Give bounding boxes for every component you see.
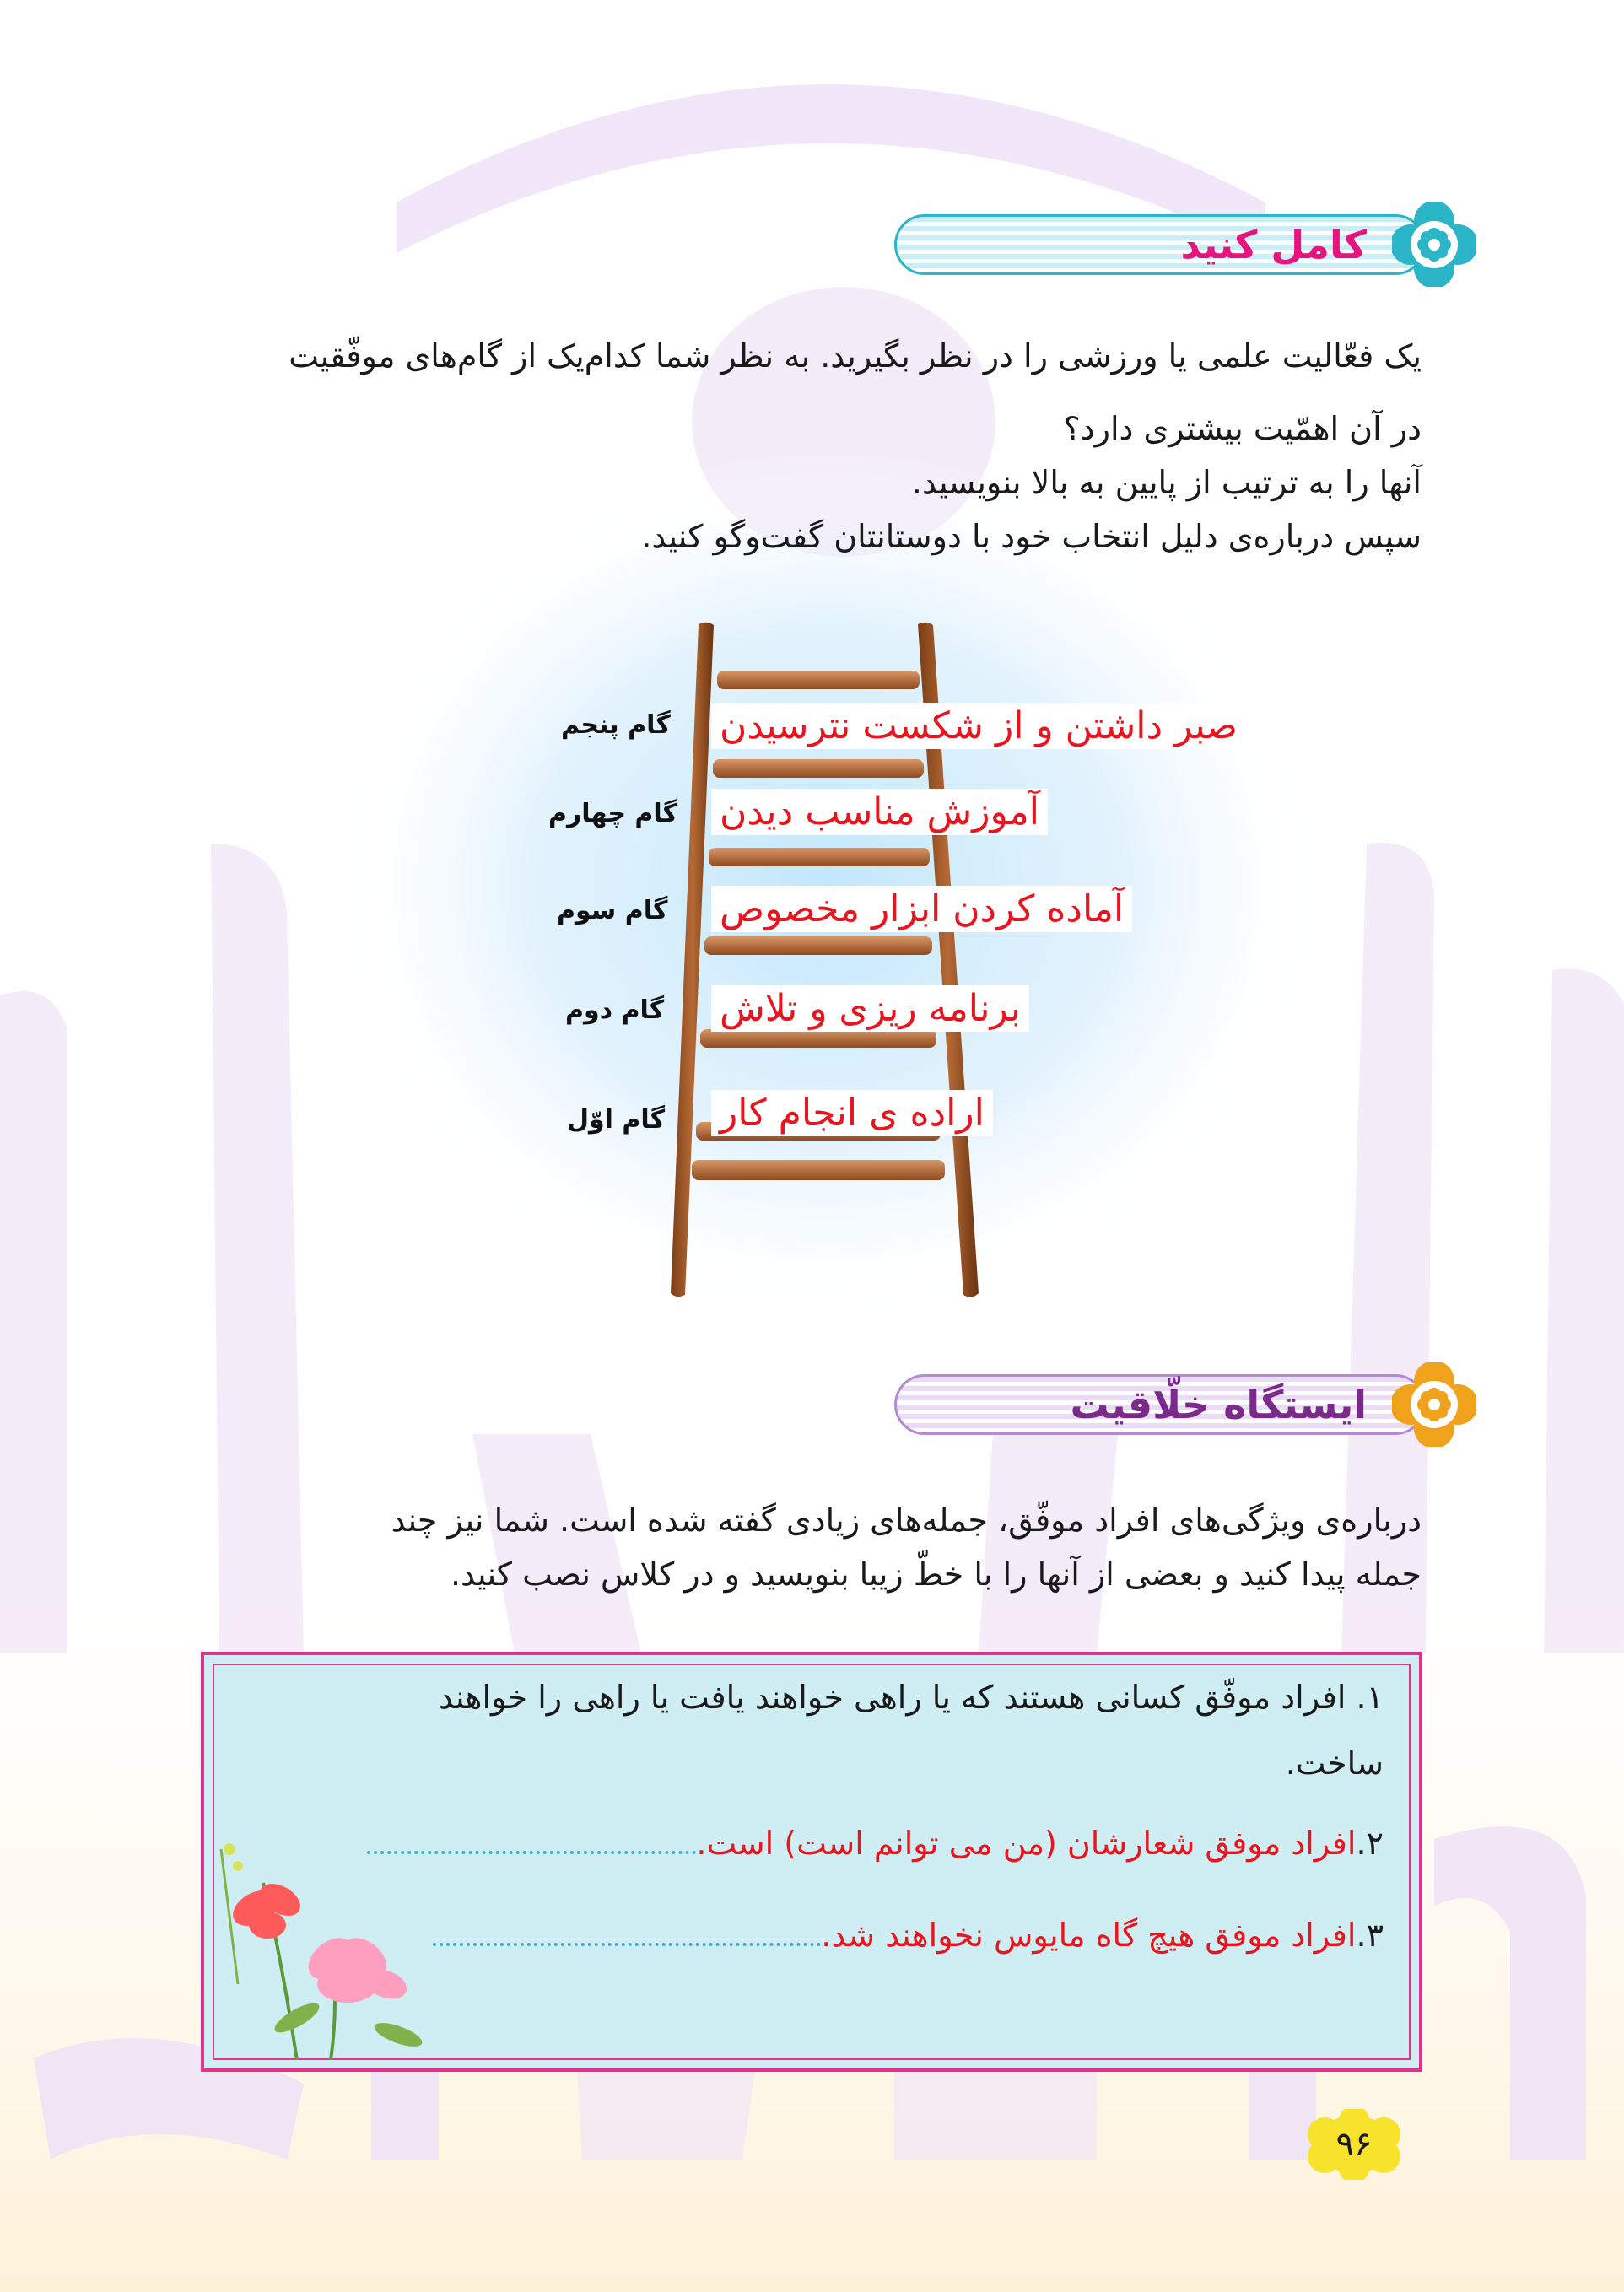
answer-step-4: آموزش مناسب دیدن: [711, 789, 1048, 835]
section-title: کامل کنید: [1180, 222, 1367, 267]
step-label-3: گام سوم: [557, 896, 668, 925]
dotted-line: [433, 1943, 821, 1946]
instruction-line: در آن اهمّیت بیشتری دارد؟: [1063, 410, 1422, 447]
page-number-badge: [1303, 2109, 1405, 2180]
sentence-1: [439, 1679, 1384, 1716]
instructions-paragraph: [190, 329, 1422, 564]
step-label-4: گام چهارم: [548, 799, 678, 828]
answer-step-3: آماده کردن ابزار مخصوص: [711, 886, 1132, 932]
flower-icon: [1392, 202, 1476, 287]
answer-step-2: برنامه ریزی و تلاش: [711, 985, 1029, 1032]
dotted-line: [367, 1851, 696, 1854]
answer-step-1: اراده ی انجام کار: [711, 1090, 993, 1136]
instruction-line: آنها را به ترتیب از پایین به بالا بنویسید.: [911, 464, 1422, 501]
section-header-creativity: [894, 1362, 1476, 1447]
sentence-2-number: ۲.: [1356, 1825, 1384, 1862]
answer-step-5: صبر داشتن و از شکست نترسیدن: [711, 703, 1246, 749]
sentence-2: [367, 1825, 1384, 1862]
section-title: ایستگاه خلّاقیت: [1070, 1382, 1367, 1427]
step-label-1: گام اوّل: [567, 1105, 666, 1135]
creativity-paragraph: [190, 1493, 1422, 1601]
section-header-complete: [894, 202, 1476, 287]
sentence-1-text-continued: ساخت.: [1285, 1745, 1384, 1782]
instruction-line: سپس درباره‌ی دلیل انتخاب خود با دوستانتان گفت‌وگو کنید.: [641, 518, 1422, 555]
flower-icon: [1392, 1362, 1476, 1447]
step-label-2: گام دوم: [565, 995, 665, 1025]
sentence-2-answer: افراد موفق شعارشان (من می توانم است) است.: [696, 1825, 1357, 1862]
paragraph-line: درباره‌ی ویژگی‌های افراد موفّق، جمله‌های زیادی گفته شده است. شما نیز چند: [391, 1502, 1422, 1539]
instruction-line: یک فعّالیت علمی یا ورزشی را در نظر بگیرید. به نظر شما کدام‌یک از گام‌های موفّقیت: [289, 337, 1422, 375]
sentence-1-text: ۱. افراد موفّق کسانی هستند که یا راهی خواهند یافت یا راهی را خواهند: [439, 1679, 1384, 1716]
sentence-3-number: ۳.: [1356, 1917, 1384, 1954]
paragraph-line: جمله پیدا کنید و بعضی از آنها را با خطّ زیبا بنویسید و در کلاس نصب کنید.: [450, 1556, 1422, 1593]
sentence-3: [433, 1917, 1384, 1954]
page-number: ۹۶: [1335, 2125, 1373, 2164]
step-label-5: گام پنجم: [561, 710, 671, 740]
sentence-1-continued: [1286, 1745, 1384, 1782]
sentence-3-answer: افراد موفق هیچ گاه مایوس نخواهند شد.: [821, 1917, 1357, 1954]
